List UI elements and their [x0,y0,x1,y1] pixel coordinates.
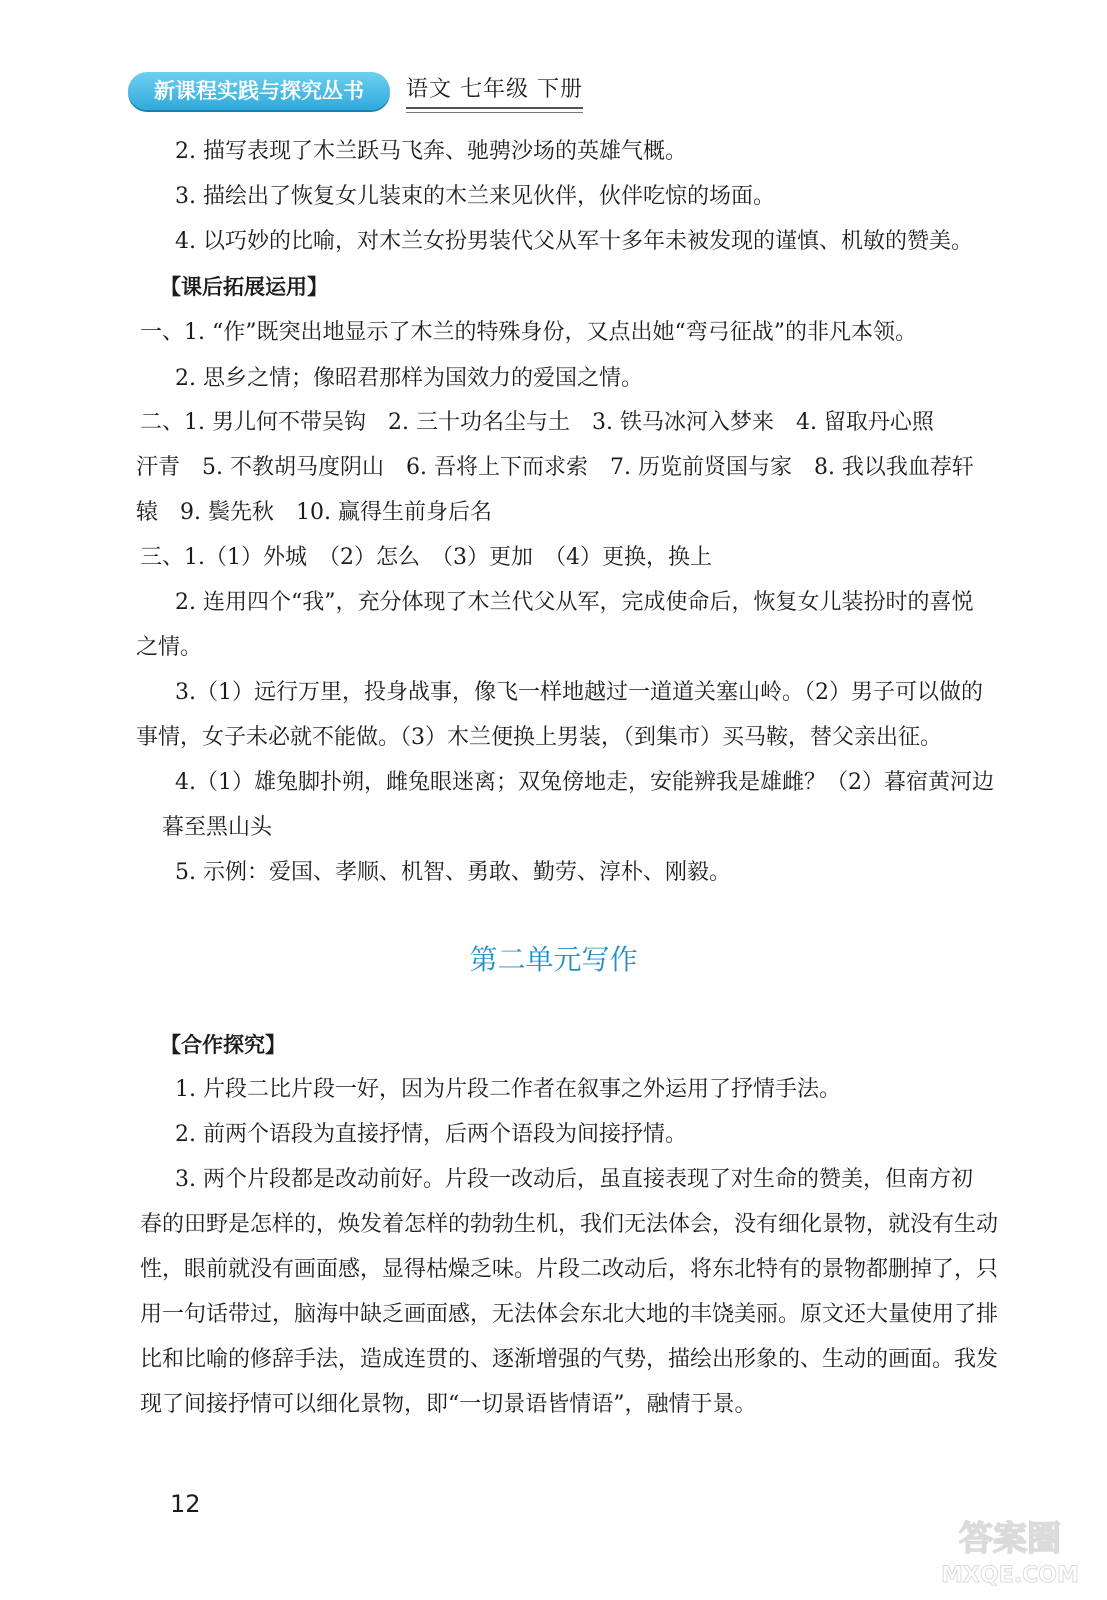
series-banner [128,72,390,110]
answer-line: 汗青 5. 不教胡马度阴山 6. 吾将上下而求索 7. 历览前贤国与家 8. 我以我血荐轩 [136,455,974,480]
answer-line: 性，眼前就没有画面感，显得枯燥乏味。片段二改动后，将东北特有的景物都删掉了，只 [140,1257,999,1282]
answer-line: 事情，女子未必就不能做。（3）木兰便换上男装，（到集市）买马鞍，替父亲出征。 [136,725,942,750]
answer-line: 3. 两个片段都是改动前好。片段一改动后，虽直接表现了对生命的赞美，但南方初 [175,1167,973,1192]
watermark-logo [930,1510,1090,1590]
answer-line: 4. 以巧妙的比喻，对木兰女扮男装代父从军十多年未被发现的谨慎、机敏的赞美。 [175,229,973,254]
answer-line: 2. 前两个语段为直接抒情，后两个语段为间接抒情。 [175,1122,687,1147]
answer-line: 二、1. 男儿何不带吴钩 2. 三十功名尘与土 3. 铁马冰河入梦来 4. 留取丹心照 [140,410,934,435]
answer-line: 一、1. “作”既突出地显示了木兰的特殊身份，又点出她“弯弓征战”的非凡本领。 [140,320,917,345]
watermark-url: MXQE.COM [941,1563,1079,1588]
answer-line: 用一句话带过，脑海中缺乏画面感，无法体会东北大地的丰饶美丽。原文还大量使用了排 [140,1302,999,1327]
subject-label: 语文 七年级 下册 [406,72,583,109]
answer-line: 4.（1）雄兔脚扑朔，雌兔眼迷离；双兔傍地走，安能辨我是雄雌？（2）暮宿黄河边 [175,770,994,795]
answer-line: 2. 描写表现了木兰跃马飞奔、驰骋沙场的英雄气概。 [175,139,687,164]
section-heading: 【合作探究】 [160,1033,286,1057]
answer-line: 比和比喻的修辞手法，造成连贯的、逐渐增强的气势，描绘出形象的、生动的画面。我发 [140,1347,999,1372]
answer-line: 3. 描绘出了恢复女儿装束的木兰来见伙伴，伙伴吃惊的场面。 [175,184,775,209]
unit-title: 第二单元写作 [469,943,638,976]
page-number: 12 [170,1490,201,1518]
answer-line: 1. 片段二比片段一好，因为片段二作者在叙事之外运用了抒情手法。 [175,1077,841,1102]
answer-line: 3.（1）远行万里，投身战事，像飞一样地越过一道道关塞山岭。（2）男子可以做的 [175,680,983,705]
watermark-text: 答案圈 [959,1519,1061,1559]
answer-line: 现了间接抒情可以细化景物，即“一切景语皆情语”，融情于景。 [140,1392,757,1417]
answer-line: 2. 思乡之情；像昭君那样为国效力的爱国之情。 [175,366,643,391]
answer-line: 暮至黑山头 [162,815,273,840]
answer-line: 辕 9. 鬓先秋 10. 赢得生前身后名 [136,500,492,525]
answer-line: 2. 连用四个“我”，充分体现了木兰代父从军，完成使命后，恢复女儿装扮时的喜悦 [175,590,974,615]
answer-line: 5. 示例：爱国、孝顺、机智、勇敢、勤劳、淳朴、刚毅。 [175,860,731,885]
series-title: 新课程实践与探究丛书 [154,79,364,103]
section-heading: 【课后拓展运用】 [160,275,328,299]
answer-line: 之情。 [136,635,203,660]
answer-line: 春的田野是怎样的，焕发着怎样的勃勃生机，我们无法体会，没有细化景物，就没有生动 [140,1212,999,1237]
answer-line: 三、1.（1）外城 （2）怎么 （3）更加 （4）更换，换上 [140,545,712,570]
